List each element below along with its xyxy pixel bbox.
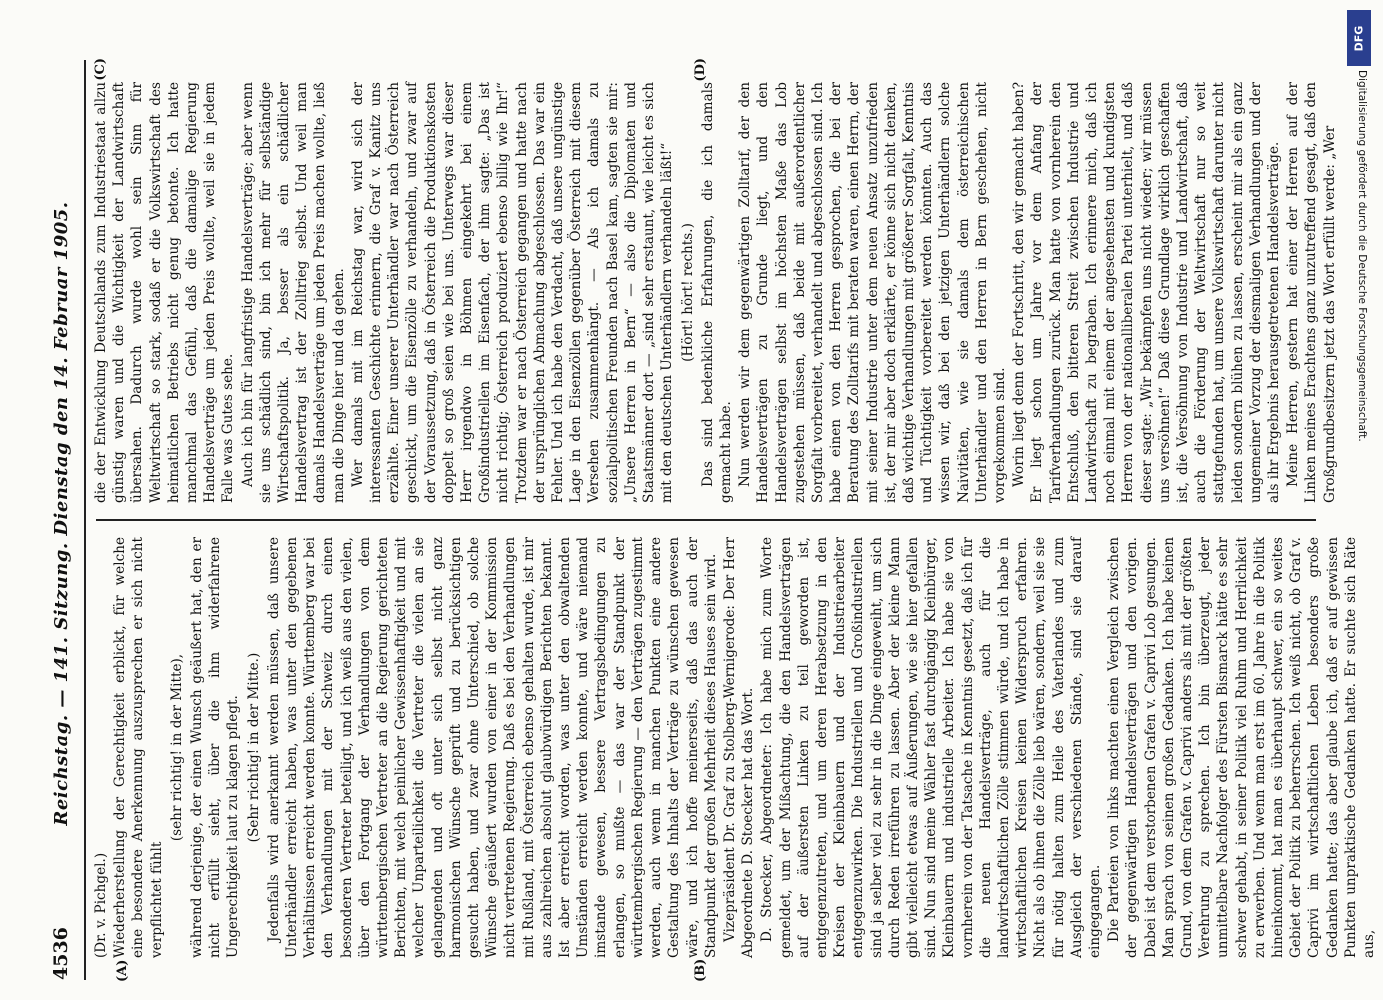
page-header	[50, 60, 86, 980]
running-title: Reichstag. — 141. Sitzung. Dienstag den 14. Februar 1905.	[51, 201, 72, 826]
paragraph: Vizepräsident Dr. Graf zu Stolberg-Wernigerode: Der Herr Abgeordnete D. Stoecker hat das Wort.	[721, 537, 757, 958]
margin-mark-d: (D)	[693, 58, 708, 82]
paragraph: Die Parteien von links machten einen Vergleich zwischen der gegenwärtigen Handelsverträgen und den vorigen. Dabei ist dem verstorbenen Grafen v. Caprivi Lob gesungen. Man sprach von seinen großen Gedanken. Ich habe keinen Grund, von dem Grafen v. Caprivi anders als mit der größten Verehrung zu sprechen. Ich bin überzeugt, jeder unmittelbare Nachfolger des Fürsten Bismarck hätte es sehr schwer gehabt, in seiner Politik viel Ruhm und Herrlichkeit zu erwerben. Und wenn man erst im 60. Jahre in die Politik hineinkommt, hat man es überhaupt schwer, ein so weites Gebiet der Politik zu beherrschen. Ich weiß nicht, ob Graf v. Caprivi im wirtschaftlichen Leben besonders große Gedanken hatte; das aber glaube ich, daß er auf gewissen Punkten unpraktische Gedanken hatte. Er suchte sich Räte aus,	[1106, 537, 1378, 958]
speaker-continuation: (Dr. v. Pichgel.)	[93, 852, 109, 958]
interjection: (Hört! hört! rechts.)	[679, 223, 696, 362]
interjection: (Sehr richtig! in der Mitte.)	[245, 652, 262, 843]
page-number: 4536	[50, 927, 72, 980]
right-column	[92, 58, 1338, 503]
paragraph: die der Entwicklung Deutschlands zum Industriestaat allzu günstig waren und die Wichtigkeit der Landwirtschaft übersahen. Dadurch wurde wohl sein Sinn für Weltwirtschaft so stark, sodaß er die Volkswirtschaft des heimatlichen Betriebs nicht genug betonte. Ich hatte manchmal das Gefühl, daß die damalige Regierung Handelsverträge um jeden Preis wollte, weil sie in jedem Falle was Gutes sehe.	[93, 82, 237, 503]
margin-mark-a: (A)	[115, 959, 130, 982]
column-divider	[96, 519, 1316, 521]
margin-mark-c: (C)	[93, 58, 108, 81]
paragraph: Nun werden wir dem gegenwärtigen Zolltarif, der den Handelsverträgen zu Grunde liegt, und den Handelsverträgen selbst im höchsten Maße das Lob zugestehen müssen, daß beide mit außerordentlicher Sorgfalt vorbereitet, verhandelt und abgeschlossen sind. Ich habe einen von den Herren gesprochen, die bei der Beratung des Zolltarifs mit beraten waren, einen Herrn, der mit seiner Industrie unter dem neuen Ansatz unzufrieden ist, der mir aber doch erklärte, er könne sich nicht denken, daß wichtige Verhandlungen mit größerer Sorgfalt, Kenntnis und Tüchtigkeit vorbereitet werden könnten. Auch das wissen wir, daß bei den jetzigen Unterhändlern solche Naivitäten, wie sie damals dem österreichischen Unterhändler und den Herren in Bern geschehen, nicht vorgekommen sind.	[737, 82, 1008, 503]
paragraph: Wer damals mit im Reichstag war, wird sich der interessanten Geschichte erinnern, die Graf v. Kanitz uns erzählte. Einer unserer Unterhändler war nach Österreich geschickt, um die Eisenzölle zu verhandeln, und zwar auf der Voraussetzung, daß in Österreich die Produktionskosten doppelt so groß seien wie bei uns. Unterwegs war dieser Herr irgendwo in Böhmen eingekehrt bei einem Großindustriellen im Eisenfach, der ihm sagte: „Das ist nicht richtig; Österreich produziert ebenso billig wie Ihr!“ Trotzdem war er nach Österreich gegangen und hatte nach der ursprünglichen Abmachung abgeschlossen. Das war ein Fehler. Und ich habe den Verdacht, daß unsere ungünstige Lage in den Eisenzöllen gegenüber Österreich mit diesem Versehen zusammenhängt. — Als ich damals zu sozialpolitischen Freunden nach Basel kam, sagten sie mir: „Unsere Herren in Bern“ — also die Diplomaten und Staatsmänner dort — „sind sehr erstaunt, wie leicht es sich mit den deutschen Unterhändlern verhandeln läßt!“	[349, 82, 676, 503]
paragraph: während derjenige, der einen Wunsch geäußert hat, den er nicht erfüllt sieht, über die ihm widerfahrene Ungerechtigkeit laut zu klagen pflegt.	[189, 537, 242, 958]
paragraph: Das sind bedenkliche Erfahrungen, die ich damals gemacht habe.	[699, 82, 734, 503]
paragraph: Jedenfalls wird anerkannt werden müssen, daß unsere Unterhändler erreicht haben, was unter den gegebenen Verhältnissen erreicht werden konnte. Württemberg war bei den Verhandlungen mit der Schweiz durch einen besonderen Vertreter beteiligt, und ich weiß aus den vielen, über den Fortgang der Verhandlungen von dem württembergischen Vertreter an die Regierung gerichteten Berichten, mit welch peinlicher Gewissenhaftigkeit und mit welcher Unparteilichkeit die Vertreter die vielen an sie gelangenden und oft unter sich selbst nicht ganz harmonischen Wünsche geprüft und zu berücksichtigen gesucht haben, und zwar ohne Unterschied, ob solche Wünsche geäußert wurden von einer in der Kommission nicht vertretenen Regierung. Daß es bei den Verhandlungen mit Rußland, mit Österreich ebenso gehalten wurde, ist mir aus zahlreichen absolut glaubwürdigen Berichten bekannt. Ist aber erreicht worden, was unter den obwaltenden Umständen erreicht werden konnte, und wäre niemand imstande gewesen, bessere Vertragsbedingungen zu erlangen, so mußte — das war der Standpunkt der württembergischen Regierung — den Verträgen zugestimmt werden, auch wenn in manchen Punkten eine andere Gestaltung des Inhalts der Verträge zu wünschen gewesen wäre, und ich hoffe meinerseits, daß das auch der Standpunkt der großen Mehrheit dieses Hauses sein wird.	[265, 537, 719, 958]
left-column	[92, 537, 1378, 982]
paragraph: D. Stoecker, Abgeordneter: Ich habe mich zum Worte gemeldet, um der Mißachtung, die den Handelsverträgen auf der äußersten Linken zu teil geworden ist, entgegenzutreten, und um deren Herabsetzung in den Kreisen der Kleinbauern und der Industriearbeiter entgegenzuwirken. Die Industriellen und Großindustriellen sind ja selber viel zu sehr in die Dinge eingeweiht, um sich durch Reden irreführen zu lassen. Aber der kleine Mann gibt vielleicht etwas auf Äußerungen, wie sie hier gefallen sind. Nun sind meine Wähler fast durchgängig Kleinbürger, Kleinbauern und industrielle Arbeiter. Ich habe sie von vornherein von der Tatsache in Kenntnis gesetzt, daß ich für die neuen Handelsverträge, auch für die landwirtschaftlichen Zölle stimmen würde, und ich habe in wirtschaftlichen Kreisen keinen Widerspruch erfahren. Nicht als ob ihnen die Zölle lieb wären, sondern, weil sie sie für nötig halten zum Heile des Vaterlandes und zum Ausgleich der verschiedenen Stände, sind sie darauf eingegangen.	[759, 537, 1103, 958]
paragraph: Wiederherstellung der Gerechtigkeit erblickt, für welche eine besondere Anerkennung auszusprechen er sich nicht verpflichtet fühlt	[112, 537, 165, 958]
interjection: (sehr richtig! in der Mitte),	[168, 653, 185, 842]
paragraph: Meine Herren, gestern hat einer der Herren auf der Linken meines Erachtens ganz unzutreffend gesagt, daß den Großgrundbesitzern jetzt das Wort erfüllt werde: „Wer	[1285, 82, 1338, 503]
dfg-logo	[1347, 10, 1371, 66]
paragraph: Worin liegt denn der Fortschritt, den wir gemacht haben? Er liegt schon um Jahre vor dem Anfang der Tarifverhandlungen zurück. Man hatte von vornherein den Entschluß, den bitteren Streit zwischen Industrie und Landwirtschaft zu begraben. Ich erinnere mich, daß ich noch einmal mit einem der angesehensten und kundigsten Herren von der nationalliberalen Partei unterhielt, und daß dieser sagte: „Wir bekämpfen uns nicht wieder; wir müssen uns versöhnen!“ Daß diese Grundlage wirklich geschaffen ist, die Versöhnung von Industrie und Landwirtschaft, daß auch die Förderung der Weltwirtschaft nur so weit stattgefunden hat, um unsere Volkswirtschaft darunter nicht leiden sondern blühen zu lassen, erscheint mir als ein ganz ungemeiner Vorzug der diesmaligen Verhandlungen und der als ihr Ergebnis herausgetretenen Handelsverträge.	[1011, 82, 1282, 503]
paragraph: Auch ich bin für langfristige Handelsverträge; aber wenn sie uns schädlich sind, bin ich mehr für selbständige Wirtschaftspolitik. Ja, besser als ein schädlicher Handelsvertrag ist der Zolltrieg selbst. Und weil man damals Handelsverträge um jeden Preis machen wollte, ließ man die Dinge hier und da gehen.	[239, 82, 347, 503]
margin-mark-b: (B)	[693, 958, 708, 982]
digitization-credit: Digitalisierung gefördert durch die Deutsche Forschungsgemeinschaft.	[1356, 70, 1368, 442]
dfg-logo-text: DFG	[1352, 25, 1366, 51]
